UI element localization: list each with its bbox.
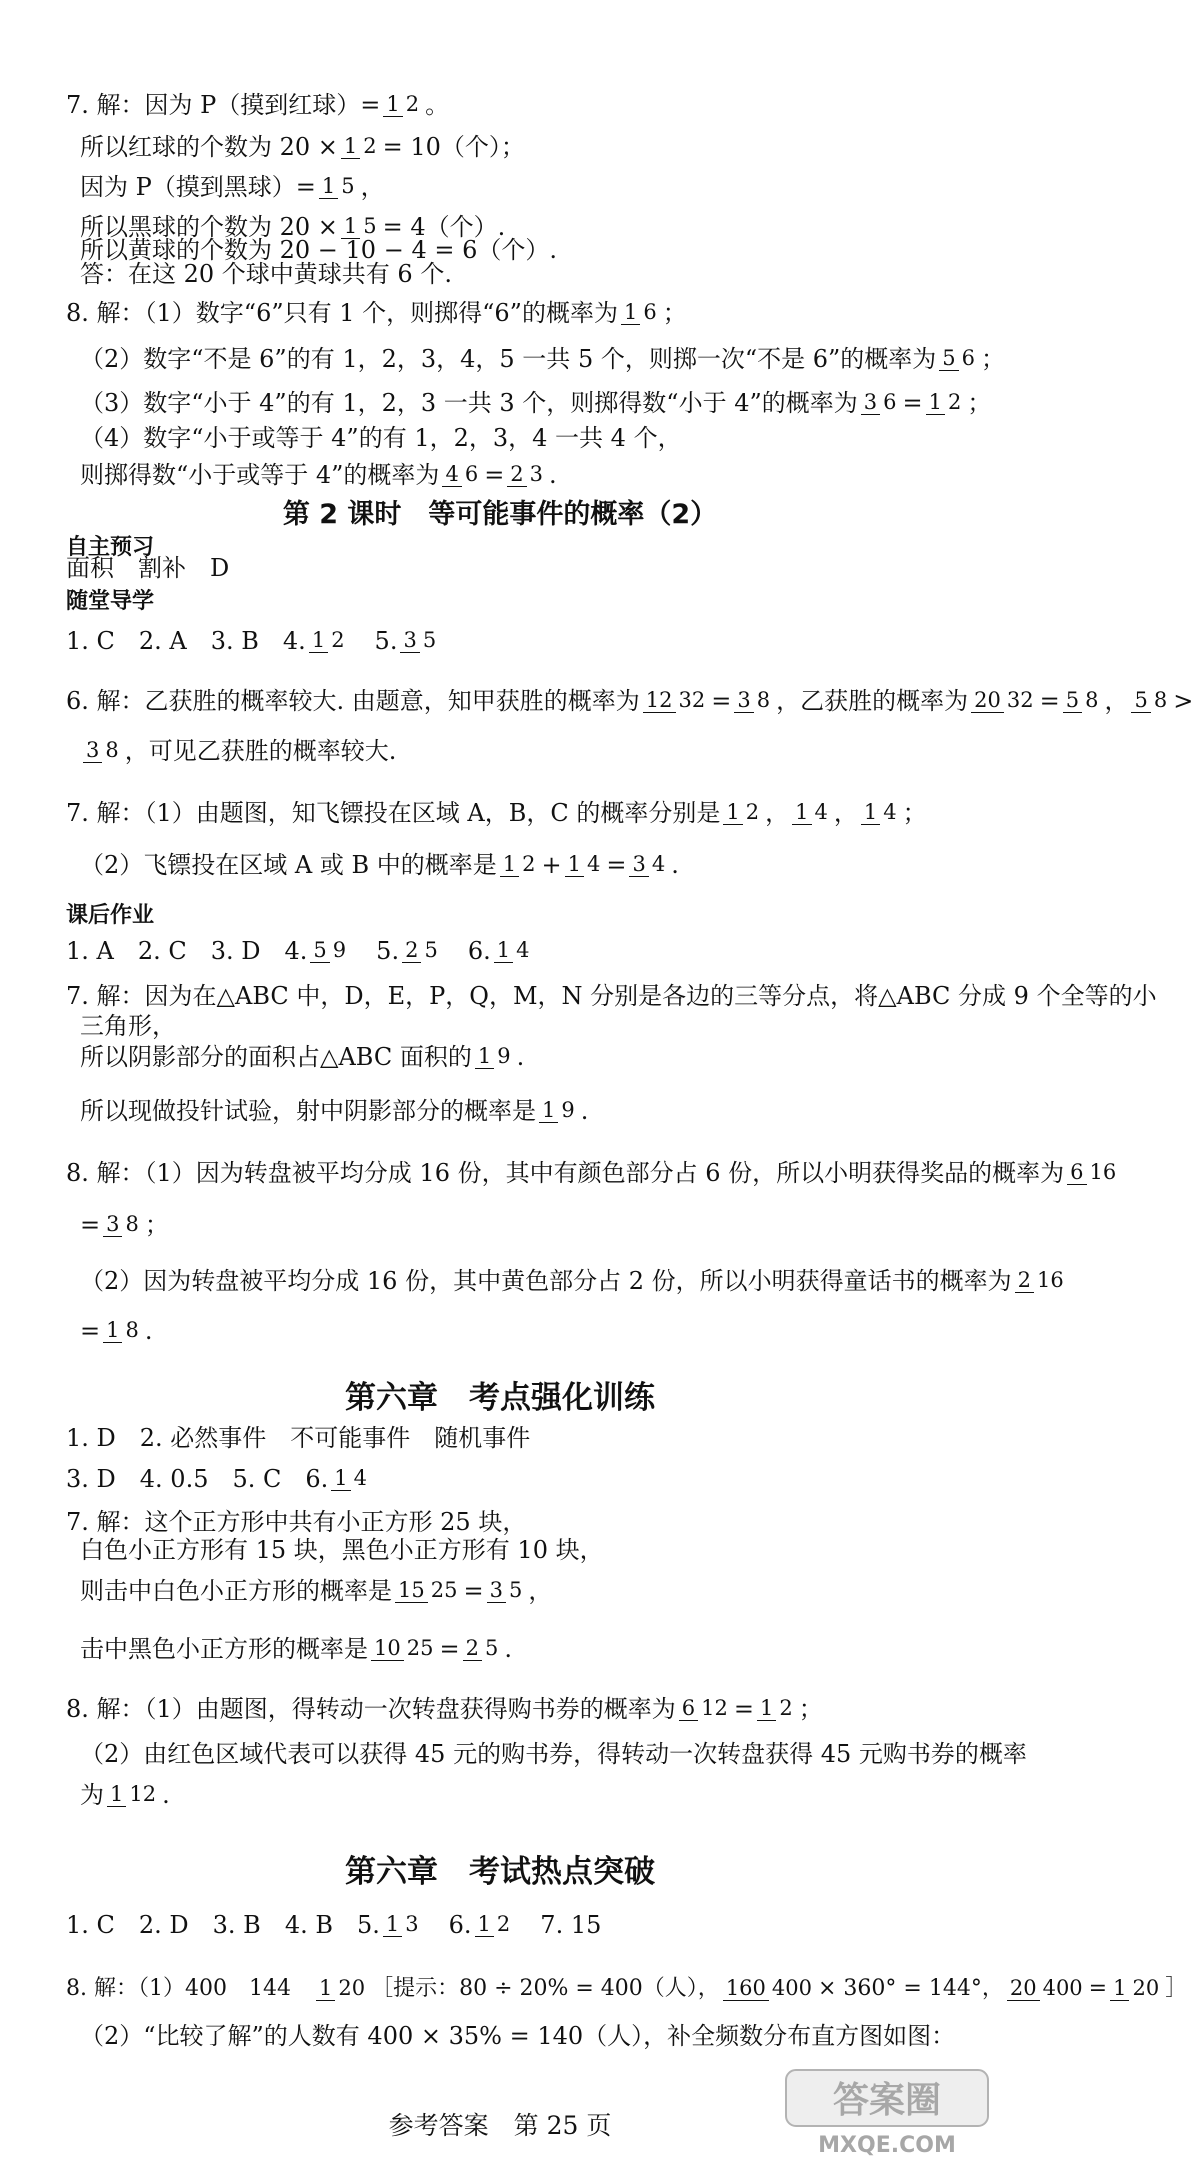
line-homework-8-2b: = 1 8 . (80, 1316, 153, 1345)
line-homework-7d: 所以现做投针试验，射中阴影部分的概率是 1 9 . (80, 1096, 589, 1125)
subheading-homework: 课后作业 (66, 903, 155, 928)
fraction: 3 4 (629, 852, 668, 877)
fraction: 3 6 (861, 390, 900, 415)
fraction: 5 9 (310, 938, 349, 963)
line-guided-6: 6. 解：乙获胜的概率较大. 由题意，知甲获胜的概率为 12 32 = 3 8 ，乙获胜的概率为 20 32 = 5 8 ， 5 8 > (66, 686, 1193, 715)
fraction: 2 16 (1015, 1268, 1067, 1293)
line-training-8-2: （2）由红色区域代表可以获得 45 元的购书券，得转动一次转盘获得 45 元购书券的概率 (80, 1740, 1027, 1768)
section-title-chapter6-training: 第六章 考点强化训练 (345, 1380, 655, 1416)
line-8-4: （4）数字“小于或等于 4”的有 1，2，3，4 一共 4 个， (80, 424, 682, 452)
fraction: 1 20 (316, 1976, 368, 2001)
fraction: 160 400 (723, 1976, 815, 2001)
fraction: 6 12 (679, 1696, 731, 1721)
line-8-4b: 则掷得数“小于或等于 4”的概率为 4 6 = 2 3 . (80, 460, 557, 489)
line-training-8-2b: 为 1 12 . (80, 1780, 170, 1809)
line-guided-6b: 3 8 ，可见乙获胜的概率较大. (80, 738, 396, 763)
fraction: 1 5 (319, 174, 358, 199)
fraction: 5 8 (1131, 688, 1170, 713)
fraction: 1 2 (926, 390, 965, 415)
fraction: 20 32 (971, 688, 1036, 713)
line-homework-8-2: （2）因为转盘被平均分成 16 份，其中黄色部分占 2 份，所以小明获得童话书的概率为 2 16 (80, 1268, 1070, 1293)
page-footer: 参考答案 第 25 页 (388, 2111, 612, 2140)
fraction: 1 2 (341, 134, 380, 159)
fraction: 1 9 (475, 1044, 514, 1069)
line-training-7b: 白色小正方形有 15 块，黑色小正方形有 10 块， (80, 1536, 604, 1564)
fraction: 1 2 (475, 1912, 514, 1937)
fraction: 4 6 (442, 462, 481, 487)
line-training-1: 1. D 2. 必然事件 不可能事件 随机事件 (66, 1424, 531, 1452)
fraction: 1 12 (107, 1782, 159, 1807)
fraction: 3 5 (487, 1578, 526, 1603)
fraction: 1 4 (565, 852, 604, 877)
subheading-guided: 随堂导学 (66, 589, 155, 614)
fraction: 3 8 (103, 1212, 142, 1237)
line-homework-7b: 三角形， (80, 1012, 176, 1040)
line-guided-choices: 1. C 2. A 3. B 4. 1 2 5. 3 5 (66, 628, 442, 653)
watermark-url: MXQE.COM (818, 2133, 956, 2158)
fraction: 6 16 (1067, 1160, 1119, 1185)
fraction: 2 3 (507, 462, 546, 487)
line-training-7a: 7. 解：这个正方形中共有小正方形 25 块， (66, 1508, 527, 1536)
line-homework-8-1b: = 3 8 ； (80, 1210, 169, 1239)
fraction: 1 2 (383, 92, 422, 117)
line-homework-7a: 7. 解：因为在△ABC 中，D，E，P，Q，M，N 分别是各边的三等分点，将△ABC 分成 9 个全等的小 (66, 982, 1157, 1010)
section-title-chapter6-exam: 第六章 考试热点突破 (345, 1854, 655, 1890)
line-red-count: 所以红球的个数为 20 × 1 2 = 10（个）； (80, 132, 525, 161)
watermark-text: 答案圈 (832, 2080, 942, 2121)
fraction: 1 9 (539, 1098, 578, 1123)
fraction: 1 3 (383, 1912, 422, 1937)
line-guided-7-1: 7. 解：（1）由题图，知飞镖投在区域 A，B，C 的概率分别是 1 2 ， 1 4 ， 1 4 ； (66, 798, 927, 827)
fraction: 10 25 (371, 1636, 436, 1661)
fraction: 1 2 (757, 1696, 796, 1721)
line-answer: 答：在这 20 个球中黄球共有 6 个. (80, 260, 452, 288)
fraction: 1 4 (494, 938, 533, 963)
line-training-7c: 则击中白色小正方形的概率是 15 25 = 3 5 ， (80, 1576, 553, 1605)
fraction: 1 2 (723, 800, 762, 825)
watermark-icon (782, 2064, 992, 2159)
line-guided-7-2: （2）飞镖投在区域 A 或 B 中的概率是 1 2 + 1 4 = 3 4 . (80, 850, 679, 879)
fraction: 20 400 (1007, 1976, 1086, 2001)
fraction: 12 32 (643, 688, 708, 713)
line-training-3: 3. D 4. 0.5 5. C 6. 1 4 (66, 1466, 373, 1491)
fraction: 3 5 (400, 628, 439, 653)
line-yellow-count: 所以黄球的个数为 20 − 10 − 4 = 6（个）. (80, 236, 557, 264)
fraction: 3 8 (734, 688, 773, 713)
fraction: 3 8 (83, 738, 122, 763)
line-7-intro: 7. 解：因为 P（摸到红球）= 1 2 。 (66, 90, 450, 119)
fraction: 1 20 (1110, 1976, 1162, 2001)
line-exam-8-2: （2）“比较了解”的人数有 400 × 35% = 140（人），补全频数分布直方图如图： (80, 2022, 956, 2050)
fraction: 2 5 (402, 938, 441, 963)
fraction: 15 25 (395, 1578, 460, 1603)
fraction: 5 8 (1063, 688, 1102, 713)
fraction: 1 4 (331, 1466, 370, 1491)
line-training-7d: 击中黑色小正方形的概率是 10 25 = 2 5 . (80, 1634, 512, 1663)
fraction: 2 5 (463, 1636, 502, 1661)
watermark-logo (782, 2064, 992, 2159)
subheading-preview: 自主预习 (66, 535, 155, 560)
fraction: 1 5 (341, 214, 380, 239)
line-preview-answers: 面积 割补 D (66, 554, 230, 582)
line-exam-choices: 1. C 2. D 3. B 4. B 5. 1 3 6. 1 2 7. 15 (66, 1910, 602, 1939)
section-title-lesson2: 第 2 课时 等可能事件的概率（2） (282, 499, 718, 530)
fraction: 1 4 (861, 800, 900, 825)
line-black-count: 所以黑球的个数为 20 × 1 5 = 4（个）. (80, 212, 506, 241)
fraction: 1 2 (500, 852, 539, 877)
fraction: 1 4 (792, 800, 831, 825)
line-homework-8-1: 8. 解：（1）因为转盘被平均分成 16 份，其中有颜色部分占 6 份，所以小明获得奖品的概率为 6 16 (66, 1160, 1122, 1185)
fraction: 1 8 (103, 1318, 142, 1343)
fraction: 5 6 (939, 346, 978, 371)
line-8-3: （3）数字“小于 4”的有 1，2，3 一共 3 个，则掷得数“小于 4”的概率为 3 6 = 1 2 ； (80, 388, 992, 417)
line-black-prob: 因为 P（摸到黑球）= 1 5 ， (80, 172, 385, 201)
line-8-2: （2）数字“不是 6”的有 1，2，3，4，5 一共 5 个，则掷一次“不是 6”的概率为 5 6 ； (80, 344, 1006, 373)
line-exam-8-1: 8. 解：（1）400 144 1 20 ［提示：80 ÷ 20% = 400（人）， 160 400 × 360° = 144°， 20 400 = 1 20 ］ (66, 1975, 1188, 2001)
line-homework-7c: 所以阴影部分的面积占△ABC 面积的 1 9 . (80, 1042, 525, 1071)
fraction: 1 2 (309, 628, 348, 653)
fraction: 1 6 (621, 300, 660, 325)
line-homework-choices: 1. A 2. C 3. D 4. 5 9 5. 2 5 6. 1 4 (66, 938, 535, 963)
line-training-8-1: 8. 解：（1）由题图，得转动一次转盘获得购书券的概率为 6 12 = 1 2 ； (66, 1694, 823, 1723)
line-8-1: 8. 解：（1）数字“6”只有 1 个，则掷得“6”的概率为 1 6 ； (66, 298, 687, 327)
